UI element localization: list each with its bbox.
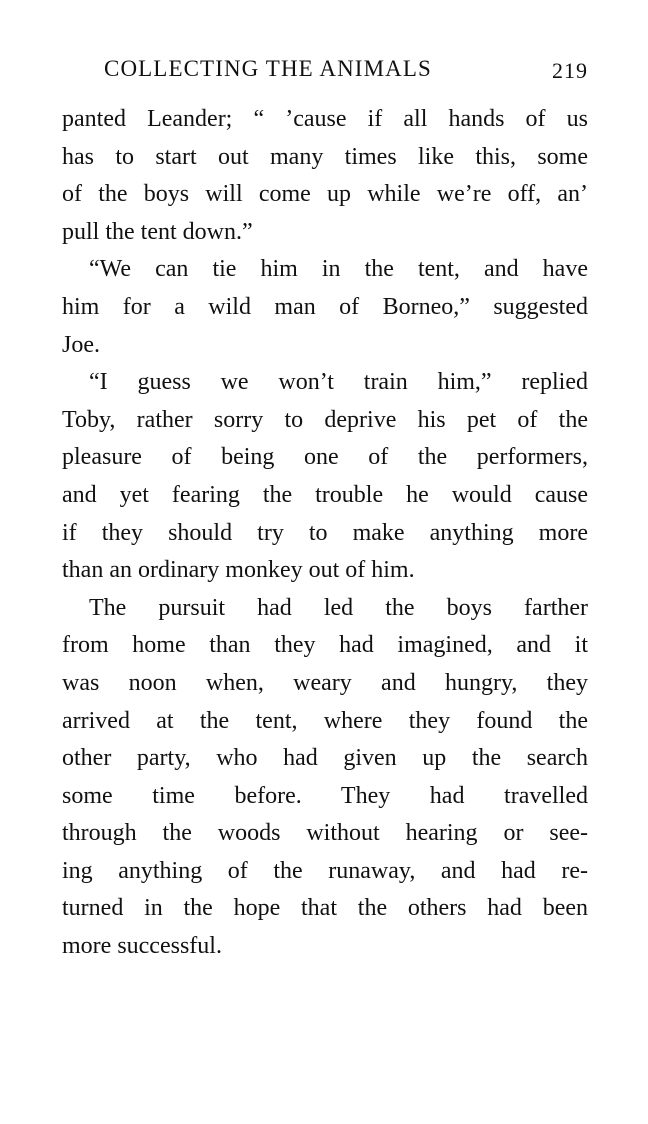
text-line: was noon when, weary and hungry, they — [62, 669, 588, 696]
text-line: “I guess we won’t train him,” replied — [89, 369, 588, 396]
text-line: Joe. — [62, 331, 100, 358]
text-line: through the woods without hearing or see- — [62, 820, 588, 847]
text-line: “We can tie him in the tent, and have — [89, 256, 588, 283]
text-line: turned in the hope that the others had been — [62, 895, 588, 922]
text-line: Toby, rather sorry to deprive his pet of the — [62, 406, 588, 433]
text-line: some time before. They had travelled — [62, 782, 588, 809]
text-line: if they should try to make anything more — [62, 519, 588, 546]
text-line: has to start out many times like this, some — [62, 143, 588, 170]
text-line: than an ordinary monkey out of him. — [62, 557, 415, 584]
paragraph — [62, 590, 588, 966]
text-line: The pursuit had led the boys farther — [89, 594, 588, 621]
body-text — [62, 101, 588, 966]
text-line: from home than they had imagined, and it — [62, 632, 588, 659]
text-line: of the boys will come up while we’re off, an’ — [62, 181, 588, 208]
running-title: COLLECTING THE ANIMALS — [104, 56, 432, 81]
text-line: pleasure of being one of the performers, — [62, 444, 588, 471]
text-line: arrived at the tent, where they found the — [62, 707, 588, 734]
text-line: and yet fearing the trouble he would cause — [62, 481, 588, 508]
paragraph — [62, 101, 588, 251]
running-head — [104, 56, 588, 88]
page-number: 219 — [552, 58, 588, 83]
text-line: other party, who had given up the search — [62, 745, 588, 772]
text-line: more successful. — [62, 933, 222, 960]
text-line: ing anything of the runaway, and had re- — [62, 857, 588, 884]
text-line: panted Leander; “ ’cause if all hands of us — [62, 106, 588, 132]
text-line: him for a wild man of Borneo,” suggested — [62, 293, 588, 320]
paragraph — [62, 364, 588, 590]
text-line: pull the tent down.” — [62, 218, 253, 245]
paragraph — [62, 251, 588, 364]
